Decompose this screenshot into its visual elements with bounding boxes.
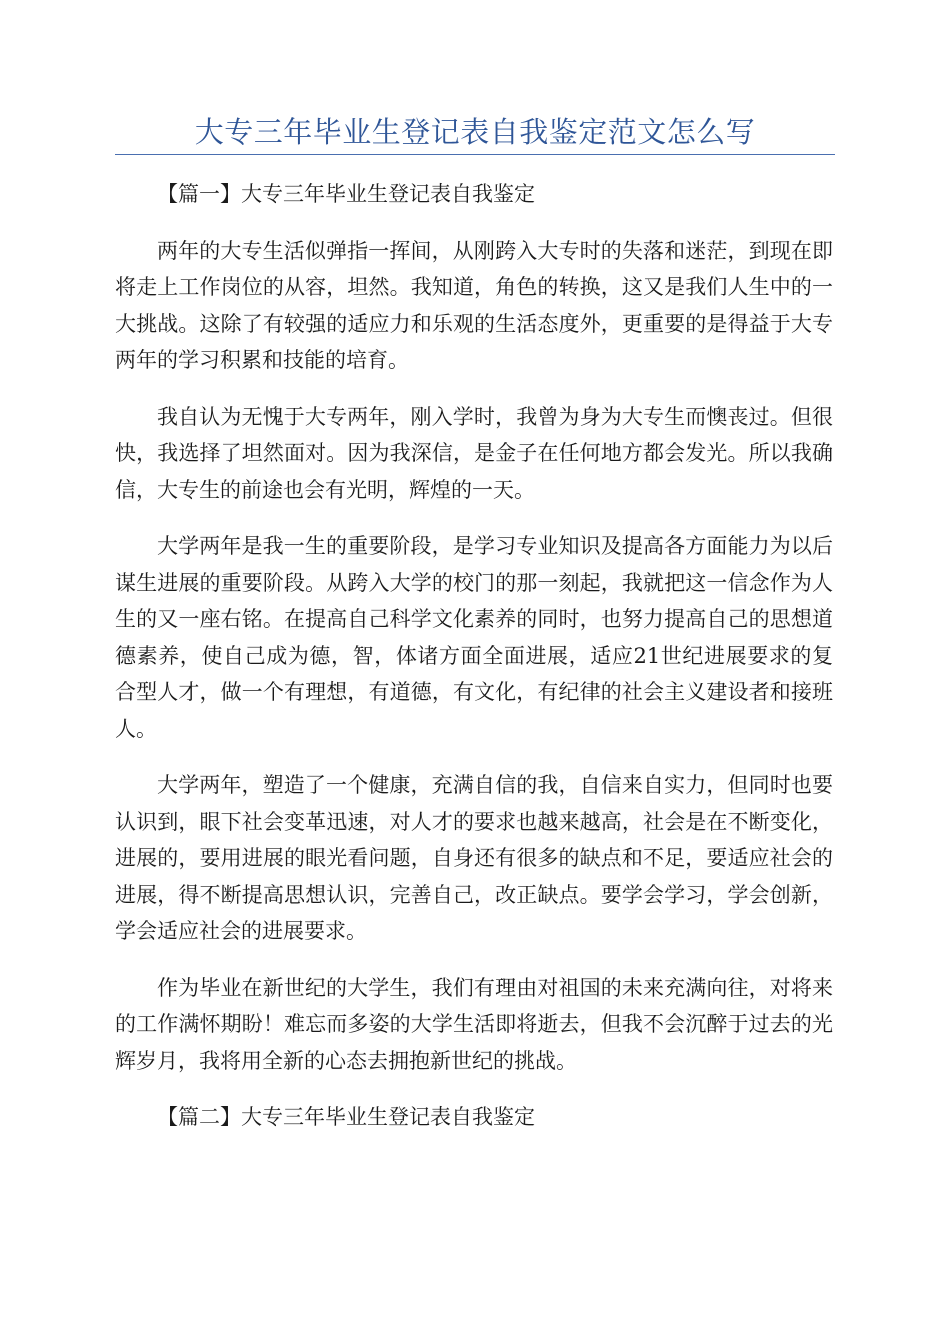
paragraph-5: 作为毕业在新世纪的大学生，我们有理由对祖国的未来充满向往，对将来的工作满怀期盼！难忘而多姿的大学生活即将逝去，但我不会沉醉于过去的光辉岁月，我将用全新的心态去拥抱新世纪的挑战。 xyxy=(115,975,833,1073)
section-heading-1: 【篇一】大专三年毕业生登记表自我鉴定 xyxy=(157,182,535,206)
title-underline xyxy=(115,154,835,155)
section-heading-2: 【篇二】大专三年毕业生登记表自我鉴定 xyxy=(157,1105,535,1129)
paragraph-2: 我自认为无愧于大专两年，刚入学时，我曾为身为大专生而懊丧过。但很快，我选择了坦然面对。因为我深信，是金子在任何地方都会发光。所以我确信，大专生的前途也会有光明，辉煌的一天。 xyxy=(115,404,833,502)
document-body xyxy=(115,176,833,1156)
document-title: 大专三年毕业生登记表自我鉴定范文怎么写 xyxy=(194,115,756,149)
paragraph-3: 大学两年是我一生的重要阶段，是学习专业知识及提高各方面能力为以后谋生进展的重要阶段。从跨入大学的校门的那一刻起，我就把这一信念作为人生的又一座右铭。在提高自己科学文化素养的同时，也努力提高自己的思想道德素养，使自己成为德，智，体诸方面全面进展，适应21世纪进展要求的复合型人才，做一个有理想，有道德，有文化，有纪律的社会主义建设者和接班人。 xyxy=(115,534,833,741)
paragraph-1: 两年的大专生活似弹指一挥间，从刚跨入大专时的失落和迷茫，到现在即将走上工作岗位的从容，坦然。我知道，角色的转换，这又是我们人生中的一大挑战。这除了有较强的适应力和乐观的生活态度外，更重要的是得益于大专两年的学习积累和技能的培育。 xyxy=(115,238,833,372)
paragraph-4: 大学两年，塑造了一个健康，充满自信的我，自信来自实力，但同时也要认识到，眼下社会变革迅速，对人才的要求也越来越高，社会是在不断变化，进展的，要用进展的眼光看问题，自身还有很多的缺点和不足，要适应社会的进展，得不断提高思想认识，完善自己，改正缺点。要学会学习，学会创新，学会适应社会的进展要求。 xyxy=(115,773,833,943)
